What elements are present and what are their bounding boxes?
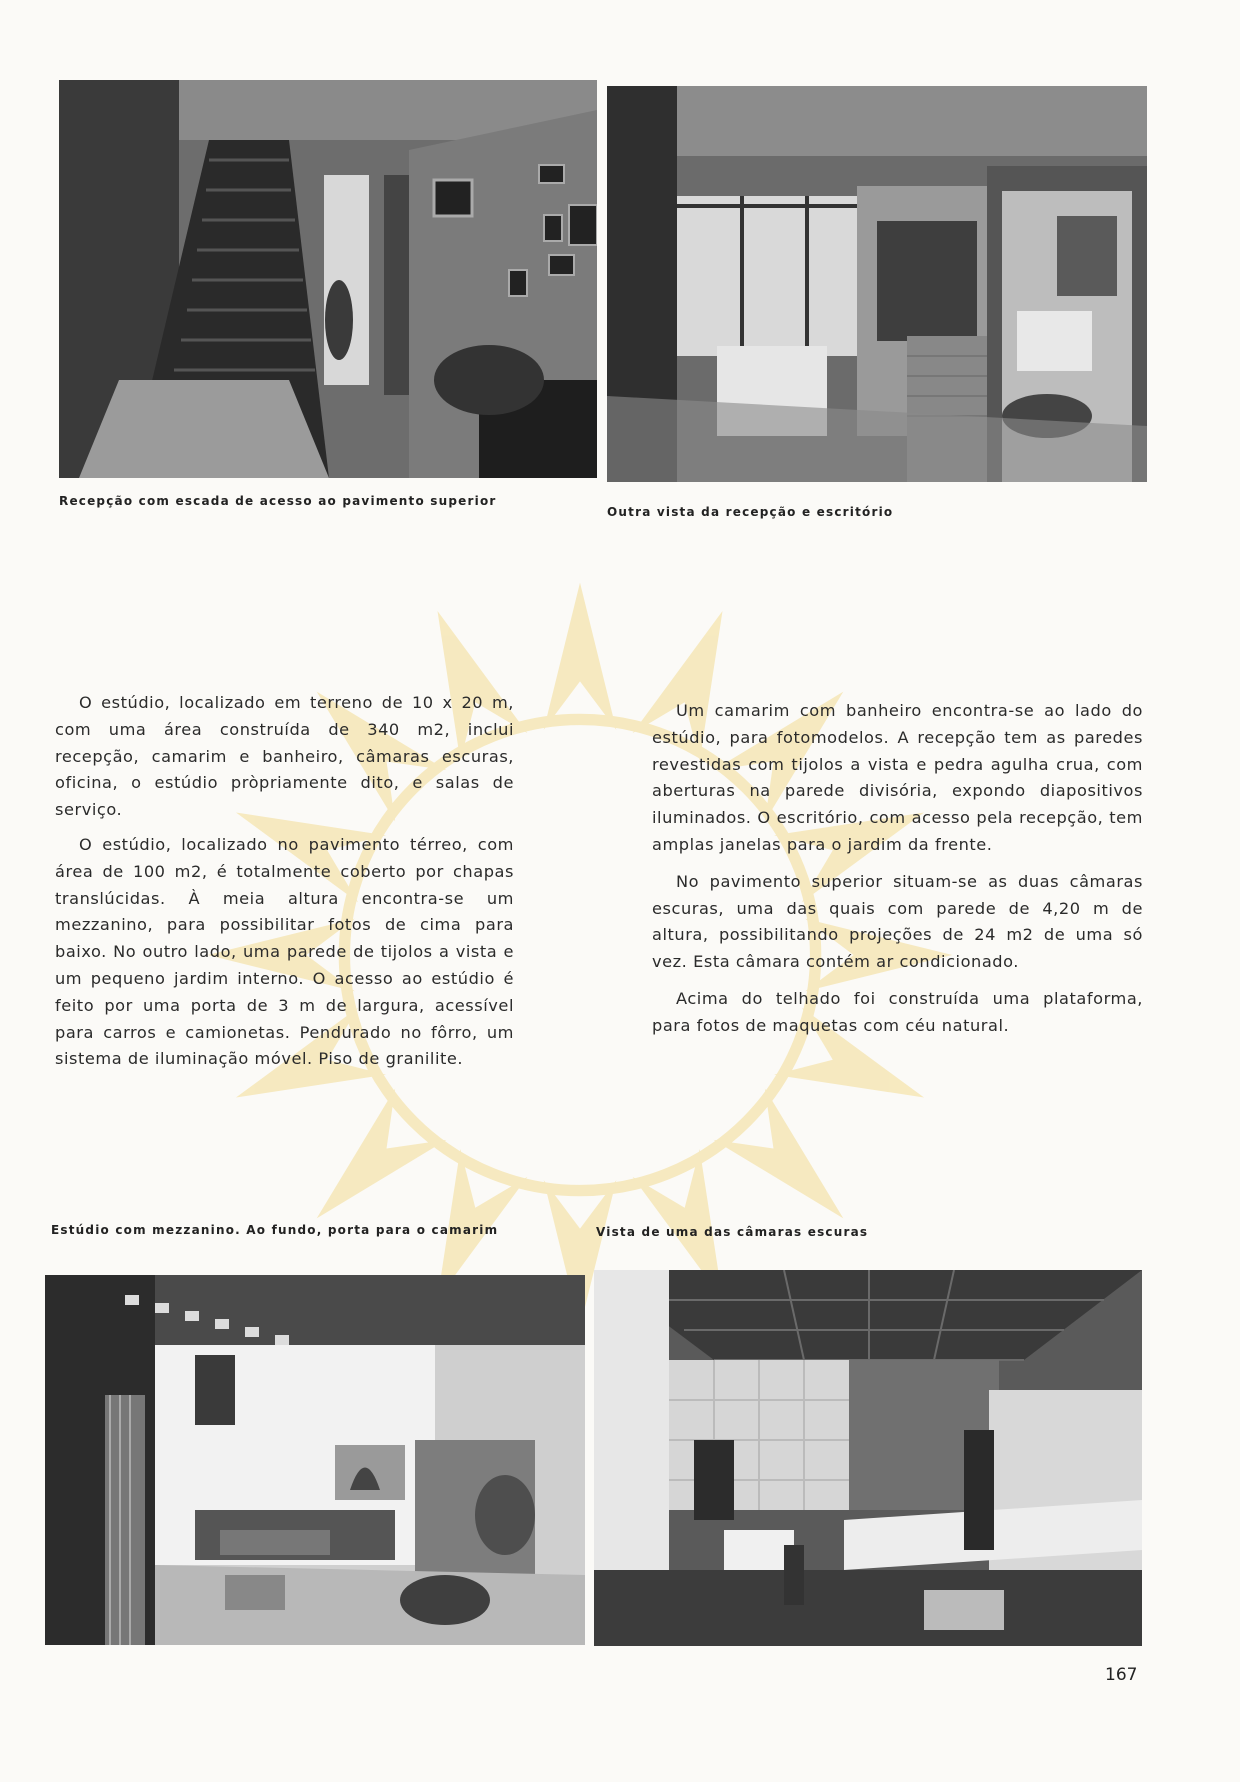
caption-reception-office: Outra vista da recepção e escritório (607, 505, 894, 519)
watermark-ray (317, 1088, 447, 1218)
photo-reception-staircase (59, 80, 597, 478)
text-column-right (652, 698, 1143, 1048)
watermark-ray (544, 583, 617, 730)
photo-darkroom (594, 1270, 1142, 1646)
watermark-ray (713, 1088, 843, 1218)
text-column-left (55, 690, 514, 1081)
paragraph: O estúdio, localizado no pavimento térreo, com área de 100 m2, é totalmente coberto por chapas translúcidas. À meia altura encontra-se um mezzanino, para possibilitar fotos de cima para baixo. No outro lado, uma parede de tijolos a vista e um pequeno jardim interno. O acesso ao estúdio é feito por uma porta de 3 m de largura, acessível para carros e camionetas. Pendurado no fôrro, um sistema de iluminação móvel. Piso de granilite. (55, 834, 514, 1069)
paragraph: Acima do telhado foi construída uma plataforma, para fotos de maquetas com céu natural. (652, 988, 1143, 1035)
photo-studio-mezzanine (45, 1275, 585, 1645)
caption-reception-staircase: Recepção com escada de acesso ao pavimento superior (59, 494, 497, 508)
page-number: 167 (1105, 1665, 1138, 1685)
paragraph: O estúdio, localizado em terreno de 10 x 20 m, com uma área construída de 340 m2, inclui recepção, camarim e banheiro, câmaras escuras, oficina, o estúdio pròpriamente dito, e salas de serviço. (55, 693, 514, 820)
paragraph: No pavimento superior situam-se as duas câmaras escuras, uma das quais com parede de 4,20 m de altura, possibilitando projeções de 24 m2 de uma só vez. Esta câmara contém ar condicionado. (652, 871, 1143, 972)
caption-studio-mezzanine: Estúdio com mezzanino. Ao fundo, porta para o camarim (51, 1223, 499, 1237)
paragraph: Um camarim com banheiro encontra-se ao lado do estúdio, para fotomodelos. A recepção tem as paredes revestidas com tijolos a vista e pedra agulha crua, com aberturas na parede divisória, expondo diapositivos iluminados. O escritório, com acesso pela recepção, tem amplas janelas para o jardim da frente. (652, 701, 1143, 854)
caption-darkroom: Vista de uma das câmaras escuras (596, 1225, 869, 1239)
photo-reception-office (607, 86, 1147, 482)
